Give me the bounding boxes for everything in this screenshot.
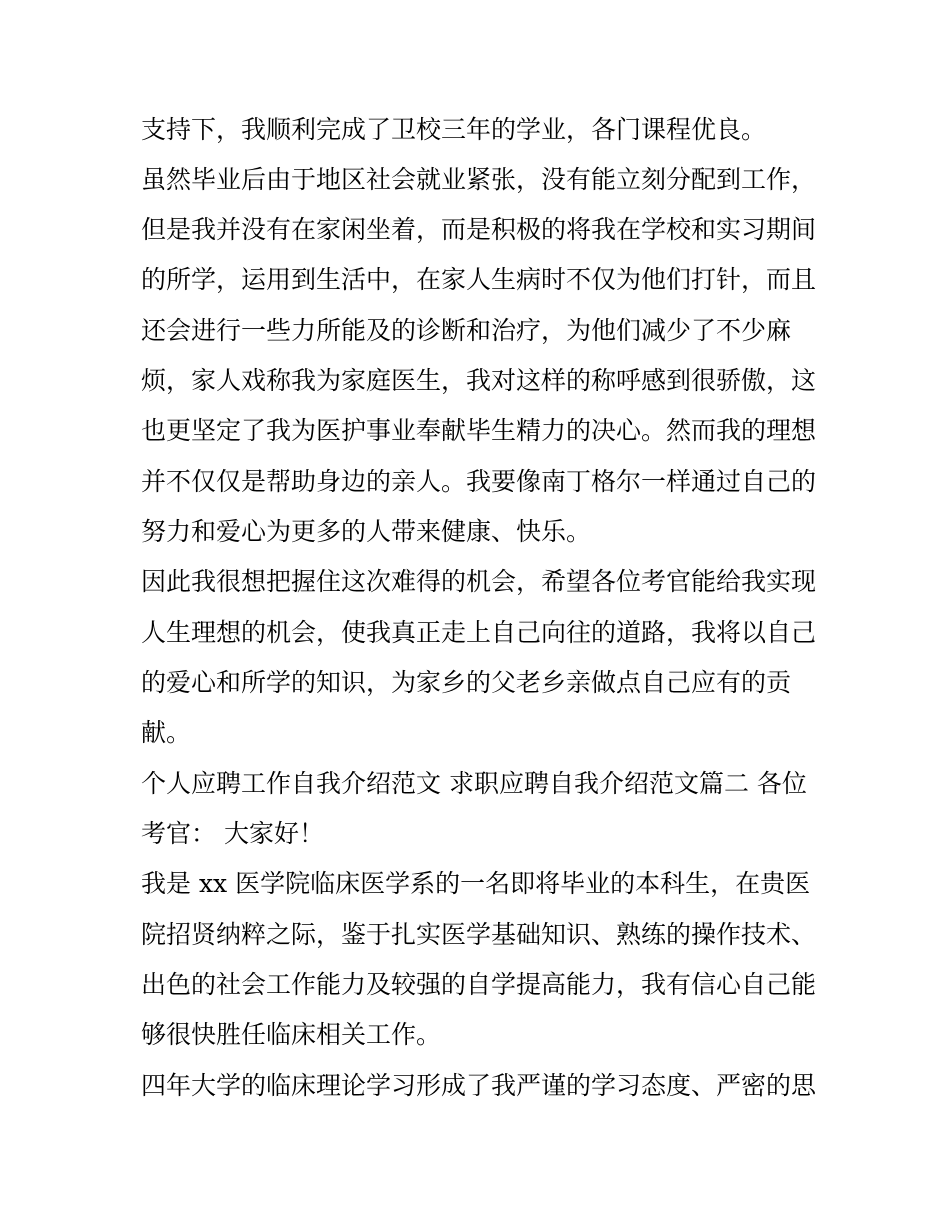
text-line: 烦，家人戏称我为家庭医生，我对这样的称呼感到很骄傲，这 <box>141 366 817 395</box>
text-line: 的爱心和所学的知识，为家乡的父老乡亲做点自己应有的贡 <box>141 668 792 697</box>
text-line: 四年大学的临床理论学习形成了我严谨的学习态度、严密的思 <box>141 1071 817 1100</box>
text-line: 个人应聘工作自我介绍范文 求职应聘自我介绍范文篇二 各位 <box>141 769 807 798</box>
text-line: 还会进行一些力所能及的诊断和治疗，为他们减少了不少麻 <box>141 316 792 345</box>
text-line: 够很快胜任临床相关工作。 <box>141 1020 442 1049</box>
text-line: 但是我并没有在家闲坐着，而是积极的将我在学校和实习期间 <box>141 215 817 244</box>
text-line: 也更坚定了我为医护事业奉献毕生精力的决心。然而我的理想 <box>141 416 817 445</box>
text-line: 出色的社会工作能力及较强的自学提高能力，我有信心自己能 <box>141 970 817 999</box>
text-line: 人生理想的机会，使我真正走上自己向往的道路，我将以自己 <box>141 618 817 647</box>
text-line: 献。 <box>141 718 192 747</box>
text-line: 支持下，我顺利完成了卫校三年的学业，各门课程优良。 <box>141 115 767 144</box>
text-line: 院招贤纳粹之际，鉴于扎实医学基础知识、熟练的操作技术、 <box>141 920 817 949</box>
text-line: 考官： 大家好！ <box>141 819 324 848</box>
text-line: 我是 xx 医学院临床医学系的一名即将毕业的本科生，在贵医 <box>141 869 811 898</box>
text-line: 的所学，运用到生活中，在家人生病时不仅为他们打针，而且 <box>141 265 817 294</box>
text-line: 并不仅仅是帮助身边的亲人。我要像南丁格尔一样通过自己的 <box>141 467 817 496</box>
text-line: 虽然毕业后由于地区社会就业紧张，没有能立刻分配到工作， <box>141 165 817 194</box>
text-line: 因此我很想把握住这次难得的机会，希望各位考官能给我实现 <box>141 567 817 596</box>
text-line: 努力和爱心为更多的人带来健康、快乐。 <box>141 517 592 546</box>
